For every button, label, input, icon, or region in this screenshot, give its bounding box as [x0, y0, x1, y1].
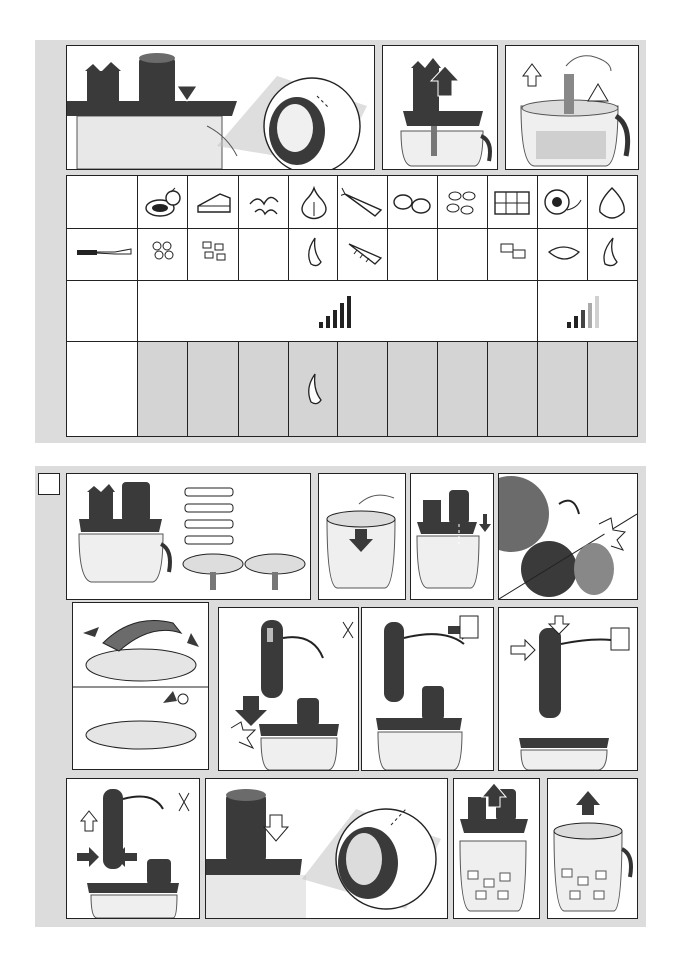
step-operate	[498, 607, 638, 771]
step-lift-bowl	[505, 45, 639, 170]
speed-variable-icon	[565, 294, 605, 330]
carrot-slices-icon	[345, 238, 385, 268]
cheese-cubes-icon	[199, 238, 229, 264]
egg-icon	[541, 184, 585, 220]
step-plug-in	[361, 607, 494, 771]
garlic-icon	[295, 182, 333, 222]
nuts-icon	[391, 188, 435, 218]
step-remove-disc	[547, 778, 638, 919]
garlic-note-icon	[303, 372, 325, 408]
cheese-icon	[195, 188, 233, 218]
chocolate-icon	[491, 188, 535, 218]
onion-piece-icon	[599, 236, 623, 270]
knife-icon	[75, 242, 133, 262]
step-insert-disc	[318, 473, 406, 600]
processing-table	[66, 175, 638, 437]
speed-max-icon	[317, 294, 357, 330]
egg-sliced-icon	[545, 240, 583, 266]
onion-icon	[593, 184, 631, 222]
almonds-icon	[441, 186, 485, 220]
carrot-icon	[341, 186, 385, 220]
step-unplug	[66, 778, 200, 919]
step-lift-knife	[382, 45, 498, 170]
step-remove-disc-tool	[72, 602, 209, 770]
step-attach-motor	[218, 607, 359, 771]
step-remove-lid-bowl	[453, 778, 540, 919]
section-label	[38, 473, 60, 495]
garlic-clove-icon	[303, 236, 325, 270]
chocolate-pieces-icon	[495, 238, 531, 266]
meat-icon	[143, 186, 183, 220]
step-parts-overview	[66, 473, 311, 600]
meat-chopped-icon	[149, 238, 177, 264]
step-remove-lid	[66, 45, 375, 170]
step-unlock-lid	[205, 778, 448, 919]
step-lock-detail	[498, 473, 638, 600]
herbs-icon	[245, 186, 285, 220]
step-attach-lid	[410, 473, 494, 600]
